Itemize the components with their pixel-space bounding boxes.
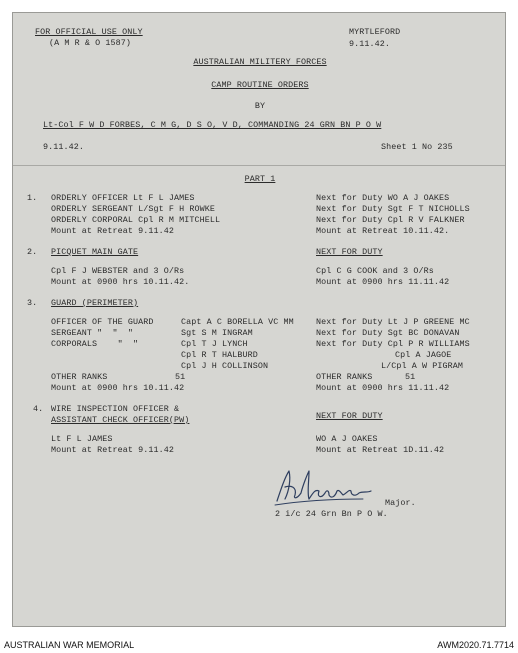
footer-institution: AUSTRALIAN WAR MEMORIAL <box>4 640 135 650</box>
official-use-label: FOR OFFICIAL USE ONLY <box>35 27 143 37</box>
organisation-heading: AUSTRALIAN MILITERY FORCES <box>193 57 327 67</box>
next-wire-inspection-officer: WO A J OAKES <box>316 434 378 444</box>
place-date: 9.11.42. <box>349 39 391 49</box>
orderly-officer: ORDERLY OFFICER Lt F L JAMES <box>51 193 195 203</box>
section-3-number: 3. <box>27 298 38 308</box>
next-other-ranks-count: 51 <box>405 372 416 382</box>
section-3-mount: Mount at 0900 hrs 10.11.42 <box>51 383 185 393</box>
archive-footer <box>0 638 518 653</box>
signatory-rank: Major. <box>385 498 416 508</box>
guard-officer-label: OFFICER OF THE GUARD <box>51 317 154 327</box>
section-2-next-heading: NEXT FOR DUTY <box>316 247 383 257</box>
guard-corporal-3: Cpl J H COLLINSON <box>181 361 269 371</box>
orderly-sergeant: ORDERLY SERGEANT L/Sgt F H ROWKE <box>51 204 216 214</box>
section-4-heading-1: WIRE INSPECTION OFFICER & <box>51 404 180 414</box>
section-2-mount: Mount at 0900 hrs 10.11.42. <box>51 277 190 287</box>
guard-corporal-1: Cpl T J LYNCH <box>181 339 248 349</box>
order-date: 9.11.42. <box>43 142 85 152</box>
orderly-corporal: ORDERLY CORPORAL Cpl R M MITCHELL <box>51 215 221 225</box>
section-1-mount: Mount at Retreat 9.11.42 <box>51 226 175 236</box>
next-guard-officer: Next for Duty Lt J P GREENE MC <box>316 317 470 327</box>
section-1-next-mount: Mount at Retreat 10.11.42. <box>316 226 450 236</box>
section-4-heading-2: ASSISTANT CHECK OFFICER(PW) <box>51 415 190 425</box>
section-2-heading: PICQUET MAIN GATE <box>51 247 139 257</box>
next-other-ranks-label: OTHER RANKS <box>316 372 373 382</box>
next-guard-sergeant: Next for Duty Sgt BC DONAVAN <box>316 328 460 338</box>
section-2-number: 2. <box>27 247 38 257</box>
next-duty-sergeant: Next for Duty Sgt F T NICHOLLS <box>316 204 470 214</box>
by-label: BY <box>254 101 266 111</box>
document-title: CAMP ROUTINE ORDERS <box>211 80 309 90</box>
guard-sergeant-name: Sgt S M INGRAM <box>181 328 253 338</box>
picquet-detail: Cpl F J WEBSTER and 3 O/Rs <box>51 266 185 276</box>
next-duty-officer: Next for Duty WO A J OAKES <box>316 193 450 203</box>
section-4-mount: Mount at Retreat 9.11.42 <box>51 445 175 455</box>
section-3-next-mount: Mount at 0900 hrs 11.11.42 <box>316 383 450 393</box>
section-4-next-mount: Mount at Retreat 1D.11.42 <box>316 445 445 455</box>
sheet-number: Sheet 1 No 235 <box>381 142 453 152</box>
footer-accession-number: AWM2020.71.7714 <box>437 640 514 650</box>
wire-inspection-officer: Lt F L JAMES <box>51 434 113 444</box>
guard-officer-name: Capt A C BORELLA VC MM <box>181 317 294 327</box>
handwritten-signature <box>271 463 381 509</box>
place-name: MYRTLEFORD <box>349 27 401 37</box>
section-2-next-mount: Mount at 0900 hrs 11.11.42 <box>316 277 450 287</box>
other-ranks-label: OTHER RANKS <box>51 372 108 382</box>
other-ranks-count: 51 <box>175 372 186 382</box>
next-guard-corporal-2: Cpl A JAGOE <box>395 350 452 360</box>
section-4-next-heading: NEXT FOR DUTY <box>316 411 383 421</box>
commander-line: Lt-Col F W D FORBES, C M G, D S O, V D, COMMANDING 24 GRN BN P O W <box>43 120 382 130</box>
section-4-number: 4. <box>33 404 44 414</box>
next-picquet-detail: Cpl C G COOK and 3 O/Rs <box>316 266 434 276</box>
fold-line <box>13 165 506 166</box>
signatory-appointment: 2 i/c 24 Grn Bn P O W. <box>275 509 388 519</box>
amr-reference: (A M R & O 1587) <box>49 38 132 48</box>
next-guard-corporal-3: L/Cpl A W PIGRAM <box>381 361 464 371</box>
next-guard-corporal-1: Next for Duty Cpl P R WILLIAMS <box>316 339 470 349</box>
section-3-heading: GUARD (PERIMETER) <box>51 298 139 308</box>
next-duty-corporal: Next for Duty Cpl R V FALKNER <box>316 215 465 225</box>
section-1-number: 1. <box>27 193 38 203</box>
part-heading: PART 1 <box>244 174 276 184</box>
guard-corporal-2: Cpl R T HALBURD <box>181 350 258 360</box>
guard-corporals-label: CORPORALS " " <box>51 339 139 349</box>
guard-sergeant-label: SERGEANT " " " <box>51 328 134 338</box>
document-sheet <box>12 12 506 627</box>
